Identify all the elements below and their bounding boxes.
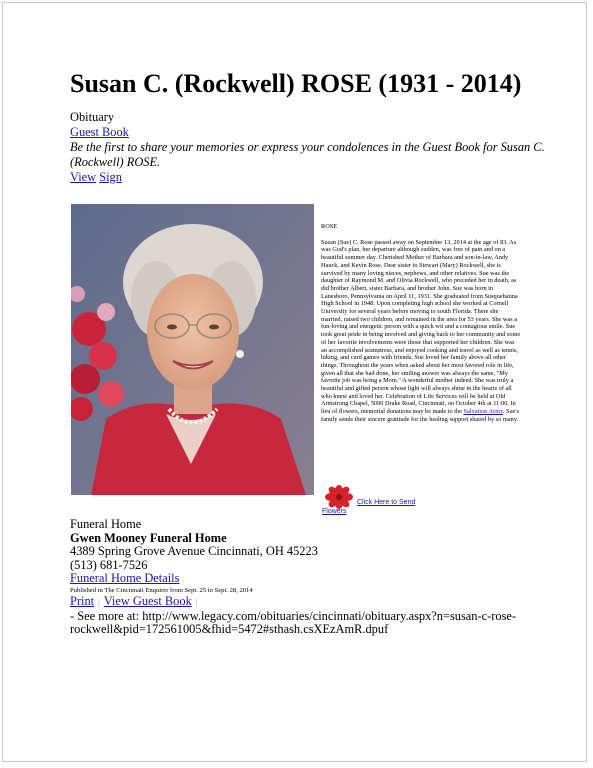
funeral-home-label: Funeral Home xyxy=(70,517,142,531)
separator: | xyxy=(98,597,100,607)
see-more-text: - See more at: http://www.legacy.com/obituaries/cincinnati/obituary.aspx?n=susan-c-rose-rockwell&pid=172561005&fhid=5472#sthash.csXEzAmR.dpuf xyxy=(70,608,517,637)
obituary-body-end: . Sue's family sends their sincere gratitude for the healing support shared by so many. xyxy=(321,408,520,423)
funeral-home-address: 4389 Spring Grove Avenue Cincinnati, OH 45223 xyxy=(70,544,318,559)
obituary-text xyxy=(321,223,521,424)
funeral-home-section xyxy=(70,518,540,637)
funeral-home-name: Gwen Mooney Funeral Home xyxy=(70,530,227,545)
funeral-home-details-link[interactable]: Funeral Home Details xyxy=(70,571,180,586)
send-flowers-link[interactable]: Click Here to Send xyxy=(357,499,416,506)
guest-book-text: Be the first to share your memories or express your condolences in the Guest Book for Susan C. (Rockwell) ROSE. xyxy=(70,140,545,169)
portrait-photo xyxy=(71,204,314,495)
guest-book-link[interactable]: Guest Book xyxy=(70,125,129,139)
view-guest-book-link[interactable]: View Guest Book xyxy=(103,593,192,608)
portrait-image xyxy=(71,204,314,495)
published-note: Published in The Cincinnati Enquirer from Sept. 25 to Sept. 28, 2014 xyxy=(70,586,253,594)
obituary-heading: ROSE xyxy=(321,223,338,230)
page-title: Susan C. (Rockwell) ROSE (1931 - 2014) xyxy=(70,69,522,98)
view-link[interactable]: View xyxy=(70,170,97,184)
salvation-army-link[interactable]: Salvation Army xyxy=(463,408,503,416)
red-flower-icon[interactable] xyxy=(322,485,356,509)
sign-link[interactable]: Sign xyxy=(99,170,122,184)
print-link[interactable]: Print xyxy=(70,593,95,608)
obituary-body-main: Susan (Sue) C. Rose passed away on September 13, 2014 at the age of 83. As was God's plan, her departure although sudden, was free of pain and on a beautiful summer day. Cherished Mother of Barbara and son-in-law, Andy Hauck, and Kevin Rose. Dear sister to Stewart (Mary) Rockwell, she is survived by many loving nieces, nephews, and other relatives. Sue was the daughter of Raymond M. and Olivia Rockwell, who preceded her in death, as did brother Albert, sister Barbara, and brother John. Sue was born in Lanesboro, Pennsylvania on April 11, 1931. She graduated from Susquehanna High School in 1948. Upon completing high school she worked at Cornell University for several years before moving to south Florida. There she married, raised two children, and remained in the area for 53 years. She was a fun-loving and energetic person with a quick wit and a contagious smile. Sue took great pride in being involved and giving back to her community and some of her favorite involvements were those that supported her children. She was an accomplished seamstress, and enjoyed cooking and travel as well as tennis, hiking, and card games with friends. Sue loved her family above all other things. Throughout the years when asked about her most favored role in life, given all that she had done, her smiling answer was always the same, "My favorite job was being a Mom." A wonderful mother indeed. She was truly a beautiful and gifted person whose light will always shine in the hearts of all who knew and loved her. Celebration of Life Services will be held at Old Armstrong Chapel, 5090 Drake Road, Cincinnati, on October 4th at 11:00. In lieu of flowers, memorial donations may be made to the xyxy=(321,238,521,416)
obituary-body xyxy=(321,239,521,424)
top-section xyxy=(70,110,550,185)
obituary-label: Obituary xyxy=(70,110,115,124)
funeral-home-phone: (513) 681-7526 xyxy=(70,557,148,572)
separator: | xyxy=(195,597,198,607)
flowers-link[interactable]: Flowers xyxy=(322,508,347,515)
